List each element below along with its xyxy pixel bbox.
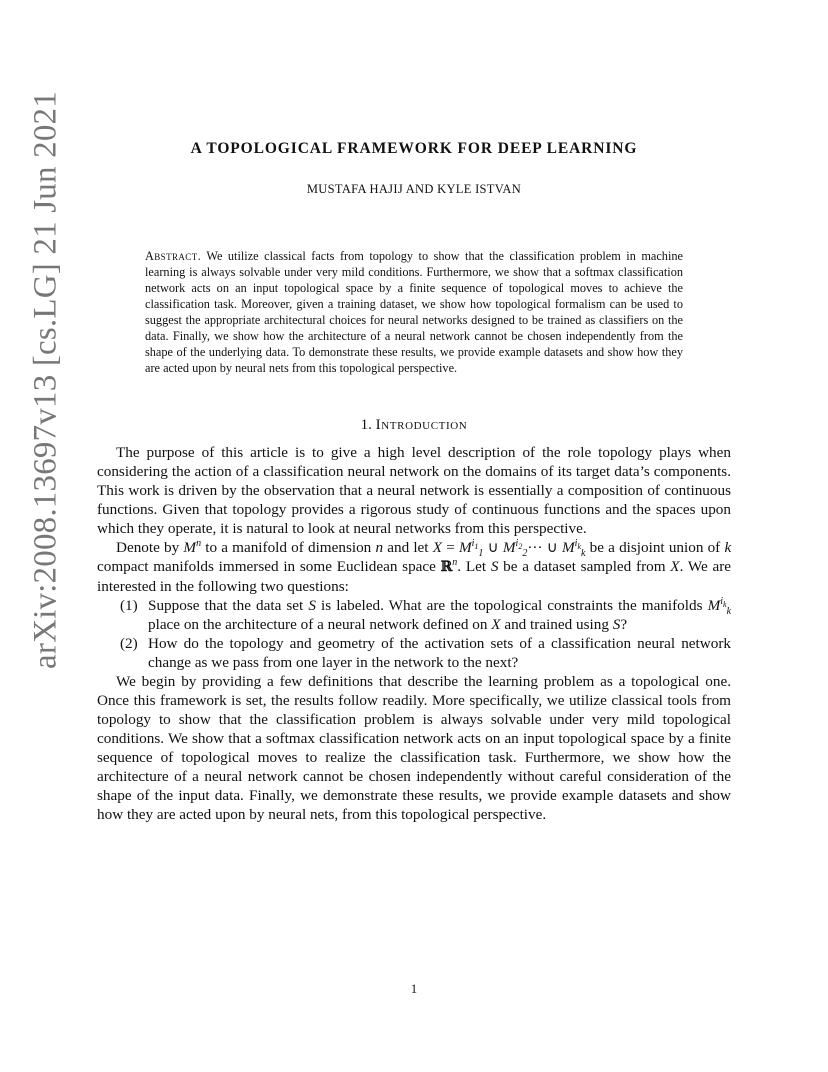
math-var: $M^n$ bbox=[183, 537, 202, 556]
math-term: $M^{i_k}_k$ bbox=[562, 537, 586, 560]
math-var: S bbox=[490, 558, 499, 575]
math-var: S bbox=[308, 597, 316, 614]
paragraph-1: The purpose of this article is to give a high level description of the role topology plays when considering the action of a classification neural network on the domains of its target data’s components. This work is driven by the observation that a neural network is essentially a composition of continuous functions. Given that topology provides a rigorous study of continuous functions and the spaces upon which they operate, it is natural to look at neural networks from this perspective. bbox=[97, 444, 731, 537]
math-var: S bbox=[612, 616, 621, 633]
text-run: Suppose that the data set bbox=[148, 597, 304, 614]
text-run: is labeled. What are the topological constraints the manifolds bbox=[321, 597, 703, 614]
arxiv-identifier: arXiv:2008.13697v13 [cs.LG] 21 Jun 2021 bbox=[27, 91, 64, 669]
text-run: and let bbox=[387, 539, 429, 556]
math-symbol: ∪ bbox=[487, 539, 499, 556]
text-run: to a manifold of dimension bbox=[205, 539, 372, 556]
math-symbol: ∪ bbox=[546, 539, 558, 556]
arxiv-sidebar bbox=[20, 60, 72, 700]
paragraph-2 bbox=[97, 538, 731, 596]
math-symbol: = bbox=[446, 539, 455, 556]
abstract-text: We utilize classical facts from topology to show that the classification problem in machine learning is always solvable under very mild conditions. Furthermore, we show that a softmax classification network acts on an input topological space by a finite sequence of topological moves to achieve the classification task. Moreover, given a training dataset, we show how topological formalism can be used to suggest the appropriate architectural choices for neural networks designed to be trained as classifiers on the data. Finally, we show how the architecture of a neural network cannot be chosen independently from the shape of the underlying data. To demonstrate these results, we provide example datasets and show how they are acted upon by neural nets from this topological perspective. bbox=[145, 249, 683, 375]
list-number: (2) bbox=[120, 635, 138, 652]
text-run: . Let bbox=[457, 558, 487, 575]
list-item bbox=[97, 596, 731, 634]
text-run: be a dataset sampled from bbox=[503, 558, 666, 575]
text-run: ? bbox=[620, 616, 628, 633]
text-run: How do the topology and geometry of the activation sets of a classification neural network change as we pass from one layer in the network to the next? bbox=[148, 635, 731, 671]
question-list bbox=[97, 596, 731, 672]
math-term: $M^{i_k}_k$ bbox=[707, 595, 732, 618]
list-number: (1) bbox=[120, 597, 138, 614]
section-title: Introduction bbox=[375, 417, 468, 433]
text-run: be a disjoint union of bbox=[589, 539, 721, 556]
paragraph-3: We begin by providing a few definitions that describe the learning problem as a topological one. Once this framework is set, the results follow readily. More specifically, we utilize classical tools from topology to show that the classification problem is always solvable under very mild topological conditions. We show that a softmax classification network acts on an input topological space by a finite sequence of topological moves to realize the classification task. Furthermore, we show how the architecture of a neural network cannot be chosen independently without careful consideration of the shape of the input data. Finally, we demonstrate these results, we provide example datasets and show how they are acted upon by neural nets, from this topological perspective. bbox=[97, 673, 731, 823]
abstract-label: Abstract. bbox=[145, 249, 202, 263]
page-number: 1 bbox=[410, 982, 418, 996]
section-heading bbox=[96, 417, 732, 434]
math-var: k bbox=[724, 539, 732, 556]
list-item bbox=[97, 634, 731, 672]
text-run: compact manifolds immersed in some Euclidean space bbox=[97, 558, 436, 575]
section-number: 1. bbox=[360, 417, 372, 433]
math-var: X bbox=[670, 558, 680, 575]
math-term: ℝ$^n$ bbox=[440, 556, 458, 575]
text-run: and trained using bbox=[504, 616, 609, 633]
text-run: Denote by bbox=[116, 539, 180, 556]
math-term: $M^{i_2}_2$ bbox=[502, 537, 528, 560]
math-term: $M^{i_1}_1$ bbox=[458, 537, 484, 560]
paper-title: A TOPOLOGICAL FRAMEWORK FOR DEEP LEARNING bbox=[190, 140, 638, 157]
text-run: . We are interested in the following two questions: bbox=[97, 558, 731, 595]
math-var: X bbox=[432, 539, 442, 556]
math-symbol: ··· bbox=[527, 539, 543, 556]
text-run: place on the architecture of a neural network defined on bbox=[148, 616, 488, 633]
paper-authors: MUSTAFA HAJIJ AND KYLE ISTVAN bbox=[306, 182, 522, 196]
body-text bbox=[97, 443, 731, 824]
abstract bbox=[145, 248, 683, 376]
math-var: n bbox=[375, 539, 384, 556]
math-var: X bbox=[491, 616, 501, 633]
